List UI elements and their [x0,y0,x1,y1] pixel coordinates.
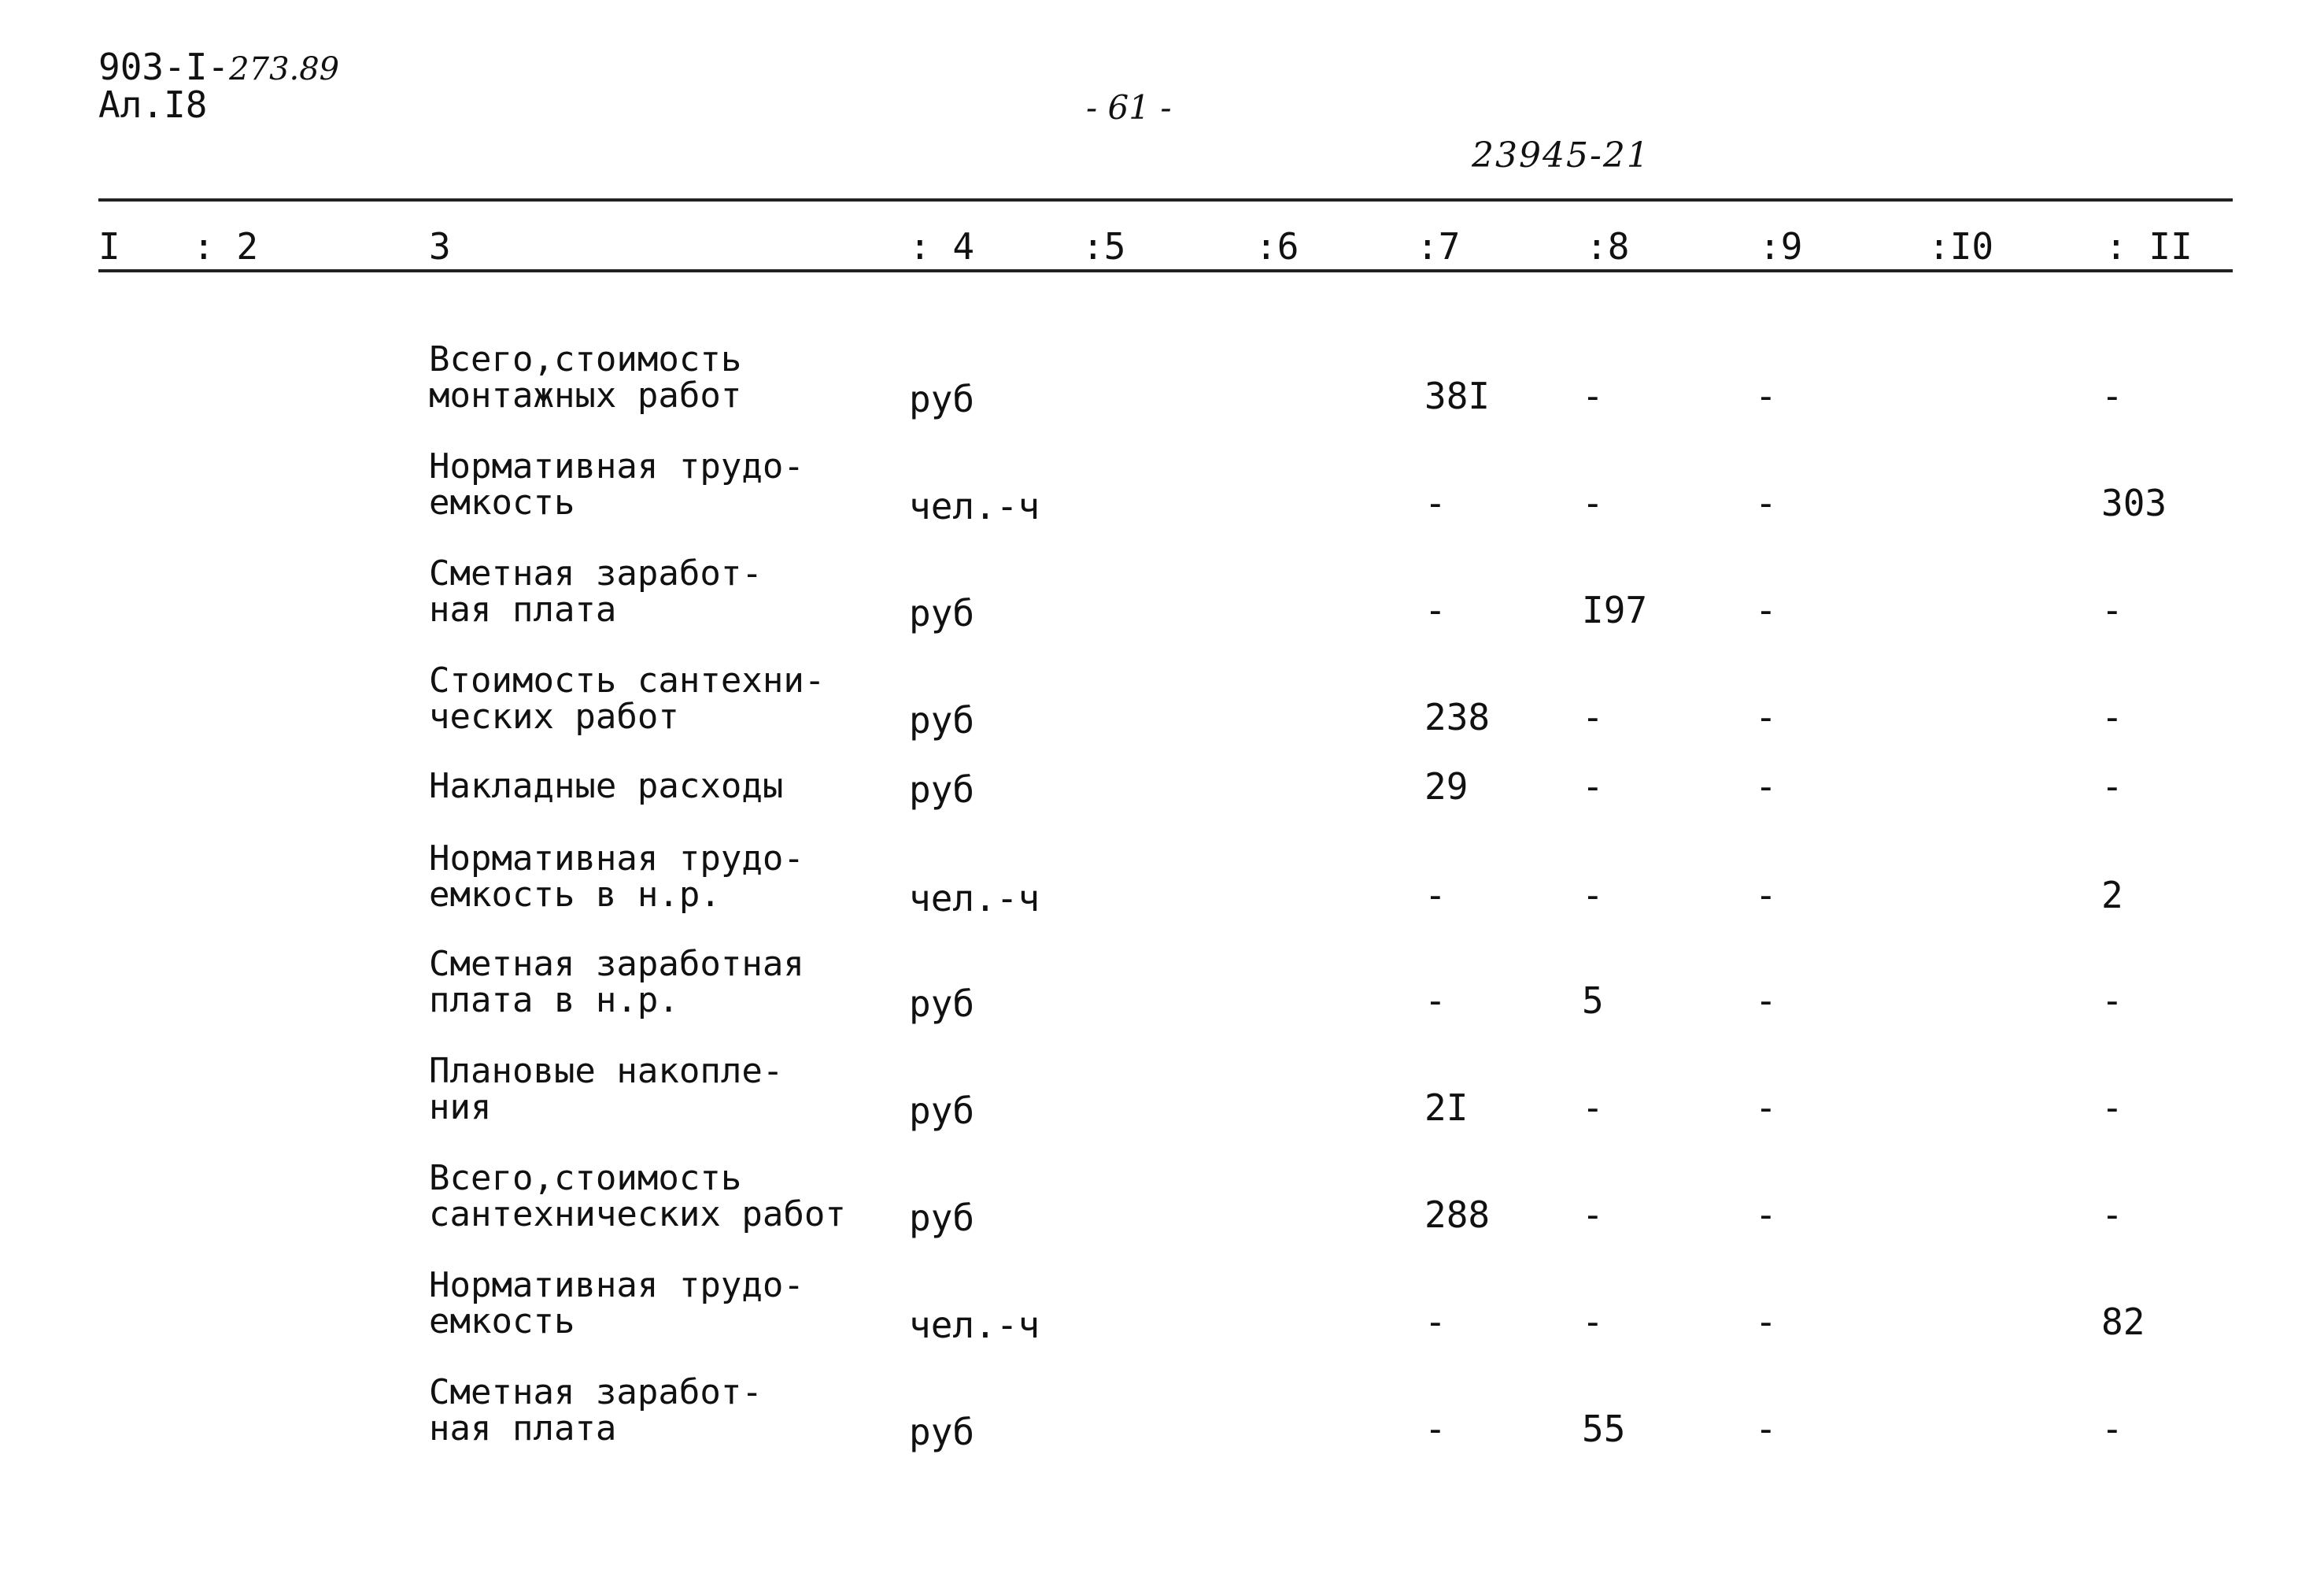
row-4-col8: - [1582,696,1604,738]
row-3-name-line2: ная плата [429,590,617,630]
col-header-7: :7 [1417,225,1461,268]
row-2-unit: чел.-ч [909,485,1040,527]
col-header-8: :8 [1586,225,1630,268]
row-5-col9: - [1755,765,1777,808]
row-11-unit: руб [909,1411,975,1453]
row-2-col9: - [1755,482,1777,524]
col-header-4: : 4 [909,225,975,268]
row-11-col9: - [1755,1408,1777,1450]
row-7-col8: 5 [1582,979,1604,1022]
col-header-2: : 2 [193,225,259,268]
row-6-col7: - [1424,874,1446,916]
row-9-unit: руб [909,1197,975,1239]
page-number-value: - 61 - [1086,88,1172,127]
row-2-name-line1: Нормативная трудо- [429,446,804,487]
row-6-col9: - [1755,874,1777,916]
row-1-col8: - [1582,375,1604,417]
row-4-name-line1: Стоимость сантехни- [429,660,826,701]
row-11-col7: - [1424,1408,1446,1450]
row-5-col8: - [1582,765,1604,808]
row-1-col9: - [1755,375,1777,417]
row-9-col9: - [1755,1193,1777,1236]
row-1-name-line2: монтажных работ [429,376,742,416]
row-9-col8: - [1582,1193,1604,1236]
row-3-col11: - [2101,589,2123,631]
row-7-name-line1: Сметная заработная [429,944,804,984]
row-10-unit: чел.-ч [909,1304,1040,1346]
col-header-5: :5 [1082,225,1126,268]
row-10-name-line1: Нормативная трудо- [429,1265,804,1305]
row-8-col8: - [1582,1086,1604,1129]
row-11-col8: 55 [1582,1408,1626,1450]
row-7-unit: руб [909,982,975,1025]
row-1-col7: 38I [1424,375,1491,417]
row-6-name-line1: Нормативная трудо- [429,838,804,879]
row-4-col9: - [1755,696,1777,738]
row-10-col8: - [1582,1301,1604,1343]
row-5-unit: руб [909,768,975,811]
row-3-unit: руб [909,592,975,635]
row-6-col11: 2 [2101,874,2123,916]
row-7-col7: - [1424,979,1446,1022]
row-3-col7: - [1424,589,1446,631]
col-header-1: I [98,225,120,268]
row-1-unit: руб [909,378,975,420]
row-6-unit: чел.-ч [909,877,1040,920]
row-5-col11: - [2101,765,2123,808]
row-6-name-line2: емкость в н.р. [429,875,721,915]
row-2-col7: - [1424,482,1446,524]
row-10-col7: - [1424,1301,1446,1343]
row-4-unit: руб [909,699,975,742]
sheet-number: Ал.I8 [98,83,208,126]
row-1-col11: - [2101,375,2123,417]
inventory-number: 23945-21 [1472,135,1650,176]
row-11-col11: - [2101,1408,2123,1450]
row-7-col9: - [1755,979,1777,1022]
row-1-name-line1: Всего,стоимость [429,339,742,379]
row-3-col8: I97 [1582,589,1648,631]
col-header-3: 3 [429,225,451,268]
row-3-col9: - [1755,589,1777,631]
page-number [1086,88,1172,126]
row-7-name-line2: плата в н.р. [429,980,679,1020]
row-4-col11: - [2101,696,2123,738]
row-4-name-line2: ческих работ [429,697,679,737]
row-3-name-line1: Сметная заработ- [429,553,763,594]
col-header-9: :9 [1759,225,1803,268]
col-header-10: :I0 [1928,225,1994,268]
row-8-col11: - [2101,1086,2123,1129]
row-2-col8: - [1582,482,1604,524]
col-header-6: :6 [1255,225,1299,268]
document-code-handwritten: 273.89 [229,51,340,87]
row-8-col9: - [1755,1086,1777,1129]
row-4-col7: 238 [1424,696,1491,738]
row-10-col11: 82 [2101,1301,2145,1343]
row-9-col7: 288 [1424,1193,1491,1236]
row-5-col7: 29 [1424,765,1469,808]
row-8-name-line2: ния [429,1087,492,1127]
row-8-unit: руб [909,1090,975,1132]
table-header-rule [98,269,2233,272]
row-7-col11: - [2101,979,2123,1022]
row-9-name-line2: сантехнических работ [429,1194,846,1234]
row-11-name-line2: ная плата [429,1408,617,1449]
row-6-col8: - [1582,874,1604,916]
row-10-name-line2: емкость [429,1301,575,1341]
row-9-col11: - [2101,1193,2123,1236]
row-9-name-line1: Всего,стоимость [429,1158,742,1198]
col-header-11: : II [2105,225,2193,268]
row-2-name-line2: емкость [429,483,575,523]
row-2-col11: 303 [2101,482,2167,524]
document-code [98,46,340,88]
row-11-name-line1: Сметная заработ- [429,1372,763,1412]
row-8-col7: 2I [1424,1086,1469,1129]
row-10-col9: - [1755,1301,1777,1343]
row-8-name-line1: Плановые накопле- [429,1051,784,1091]
row-5-name-line2: Накладные расходы [429,766,784,806]
table-top-rule [98,198,2233,202]
document-code-prefix: 903-I- [98,46,230,88]
